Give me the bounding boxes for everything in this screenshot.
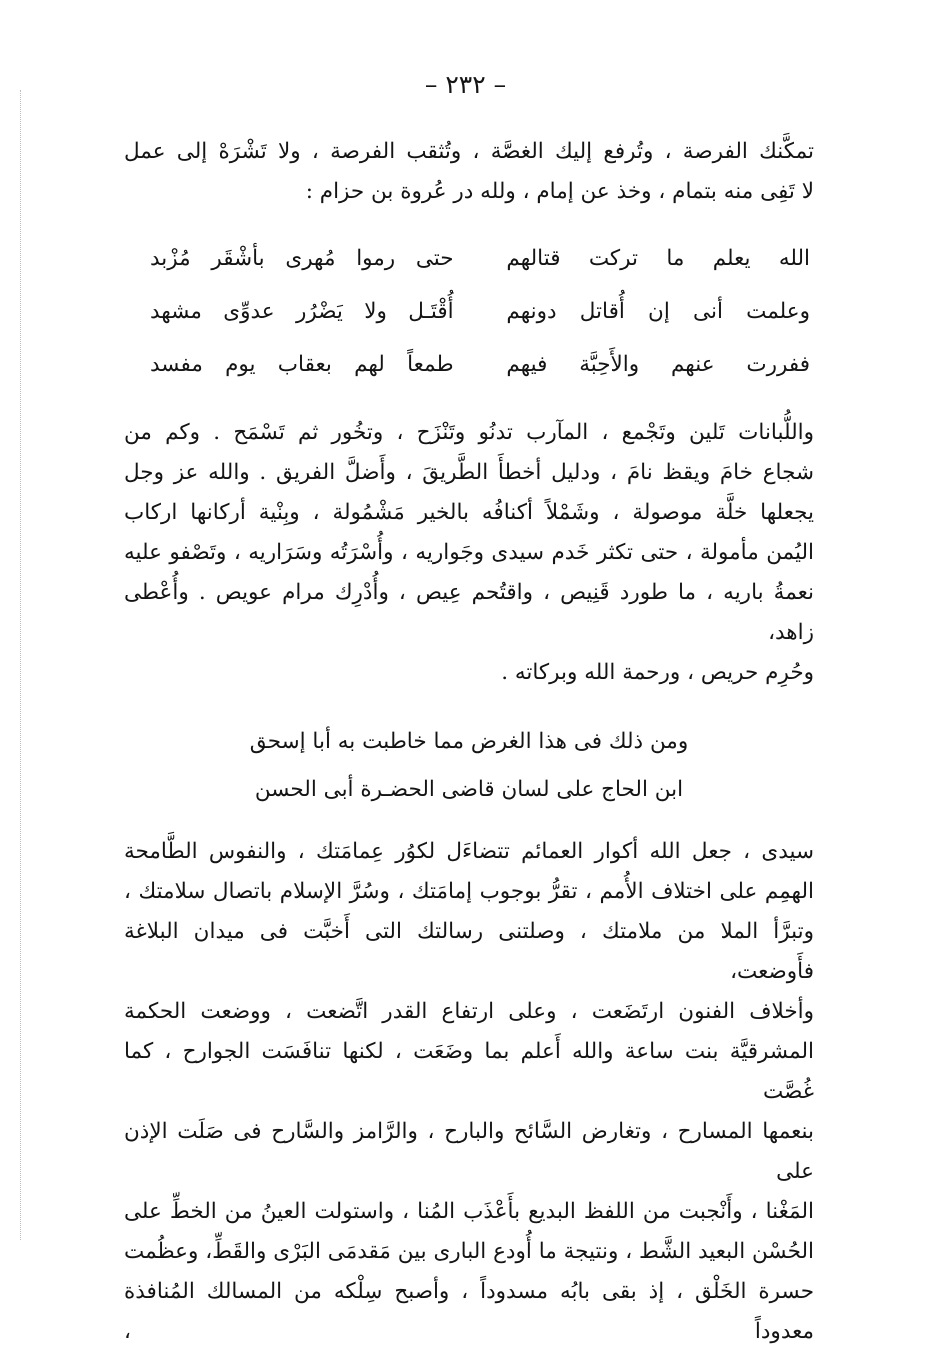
text-line: وأخلاف الفنون ارتَضَعت ، وعلى ارتفاع القدر اتَّضعت ، ووضعت الحكمة xyxy=(124,999,814,1024)
text-line: نعمةُ باريه ، ما طورد قَنِيص ، واقتُحم عِيص ، وأُدْرِك مرام عويص . وأُعْطى زاهد، xyxy=(124,580,814,645)
text-line: الحُسْن البعيد الشَّط ، ونتيجة ما أُودع البارى بين مَقدمَى البَرْى والقَطِّ، وعظُمت xyxy=(124,1239,814,1264)
verse-first-hemistich: الله يعلم ما تركت قتالهم xyxy=(506,246,810,271)
text-line: حسرة الخَلْق ، إذ بقى بابُه مسدوداً ، وأصبح سِلْكه من المسالك المُنافذة معدوداً ، xyxy=(124,1279,814,1344)
text-line: المشرقيَّة بنت ساعة والله أَعلم بما وضَعَت ، لكنها تنافَسَت الجوارح ، كما غُصَّت xyxy=(124,1039,814,1104)
text-line: اليُمن مأمولة ، حتى تكثر خَدم سيدى وجَواريه ، وأُسْرَتُه وسَرَاريه ، وتَصْفو عليه xyxy=(124,540,814,565)
paragraph-body xyxy=(124,413,814,693)
page-number: – ٢٣٢ – xyxy=(424,70,507,99)
verse-first-hemistich: وعلمت أنى إن أُقاتل دونهم xyxy=(506,299,810,324)
verse-first-hemistich: ففررت عنهم والأَحِبَّة فيهم xyxy=(506,352,810,377)
heading-line: ومن ذلك فى هذا الغرض مما خاطبت به أبا إسحق xyxy=(249,729,689,754)
verse-line xyxy=(150,338,810,391)
heading-line: ابن الحاج على لسان قاضى الحضـرة أبى الحسن xyxy=(254,777,684,802)
margin-dotted-line xyxy=(20,90,23,1240)
text-line: سيدى ، جعل الله أكوار العمائم تتضاءَل لكوُر عِمامَتك ، والنفوس الطَّامحة xyxy=(124,839,814,864)
verse-second-hemistich: أُقْتَـل ولا يَضْرُر عدوِّى مشهد xyxy=(150,299,454,324)
text-line: الهمِم على اختلاف الأُمم ، تقرُّ بوجوب إمامَتك ، وسُرَّ الإسلام باتصال سلامتك ، xyxy=(124,879,814,904)
text-line: واللُّبانات تَلين وتَجْمع ، المآرب تدنُو وتَنْزَح ، وتخُور ثم تَسْمَح . وكم من xyxy=(124,420,814,445)
text-line: شجاع خامَ ويقظ نامَ ، ودليل أخطأَ الطَّريقَ ، وأَضلَّ الفريق . والله عز وجل xyxy=(124,460,814,485)
verse-line xyxy=(150,285,810,338)
paragraph-letter xyxy=(124,832,814,1352)
verse-second-hemistich: حتى رموا مُهرى بأشْقَر مُزْبد xyxy=(150,246,454,271)
text-line: تمكَّنك الفرصة ، وتُرفع إليك الغصَّة ، وتُثقب الفرصة ، ولا تَشْرَهْ إلى عمل xyxy=(124,139,814,164)
poem-verses xyxy=(150,232,810,391)
text-line: وتبرَّأ الملا من ملامتك ، وصلتنى رسالتك التى أَخبَّت فى ميدان البلاغة فأَوضعت، xyxy=(124,919,814,984)
text-line: يجعلها خلَّة موصولة ، وشَمْلاً أكنافُه بالخير مَشْمُولة ، وبِنْية أركانها اركاب xyxy=(124,500,814,525)
verse-line xyxy=(150,232,810,285)
text-line: المَغْنا ، وأَنْجبت من اللفظ البديع بأَعْذَب المُنا ، واستولت العينُ من الخطِّ على xyxy=(124,1199,814,1224)
text-line: لا تَفِى منه بتمام ، وخذ عن إمام ، ولله در عُروة بن حزام : xyxy=(305,179,814,204)
text-line: وحُرِم حريص ، ورحمة الله وبركاته . xyxy=(501,660,814,685)
section-heading xyxy=(124,718,814,814)
text-line: بنعمها المسارح ، وتغارض السَّائح والبارح ، والرَّامز والسَّارح فى صَلَت الإذن على xyxy=(124,1119,814,1184)
paragraph-intro xyxy=(124,132,814,212)
verse-second-hemistich: طمعاً لهم بعقاب يوم مفسد xyxy=(150,352,454,377)
